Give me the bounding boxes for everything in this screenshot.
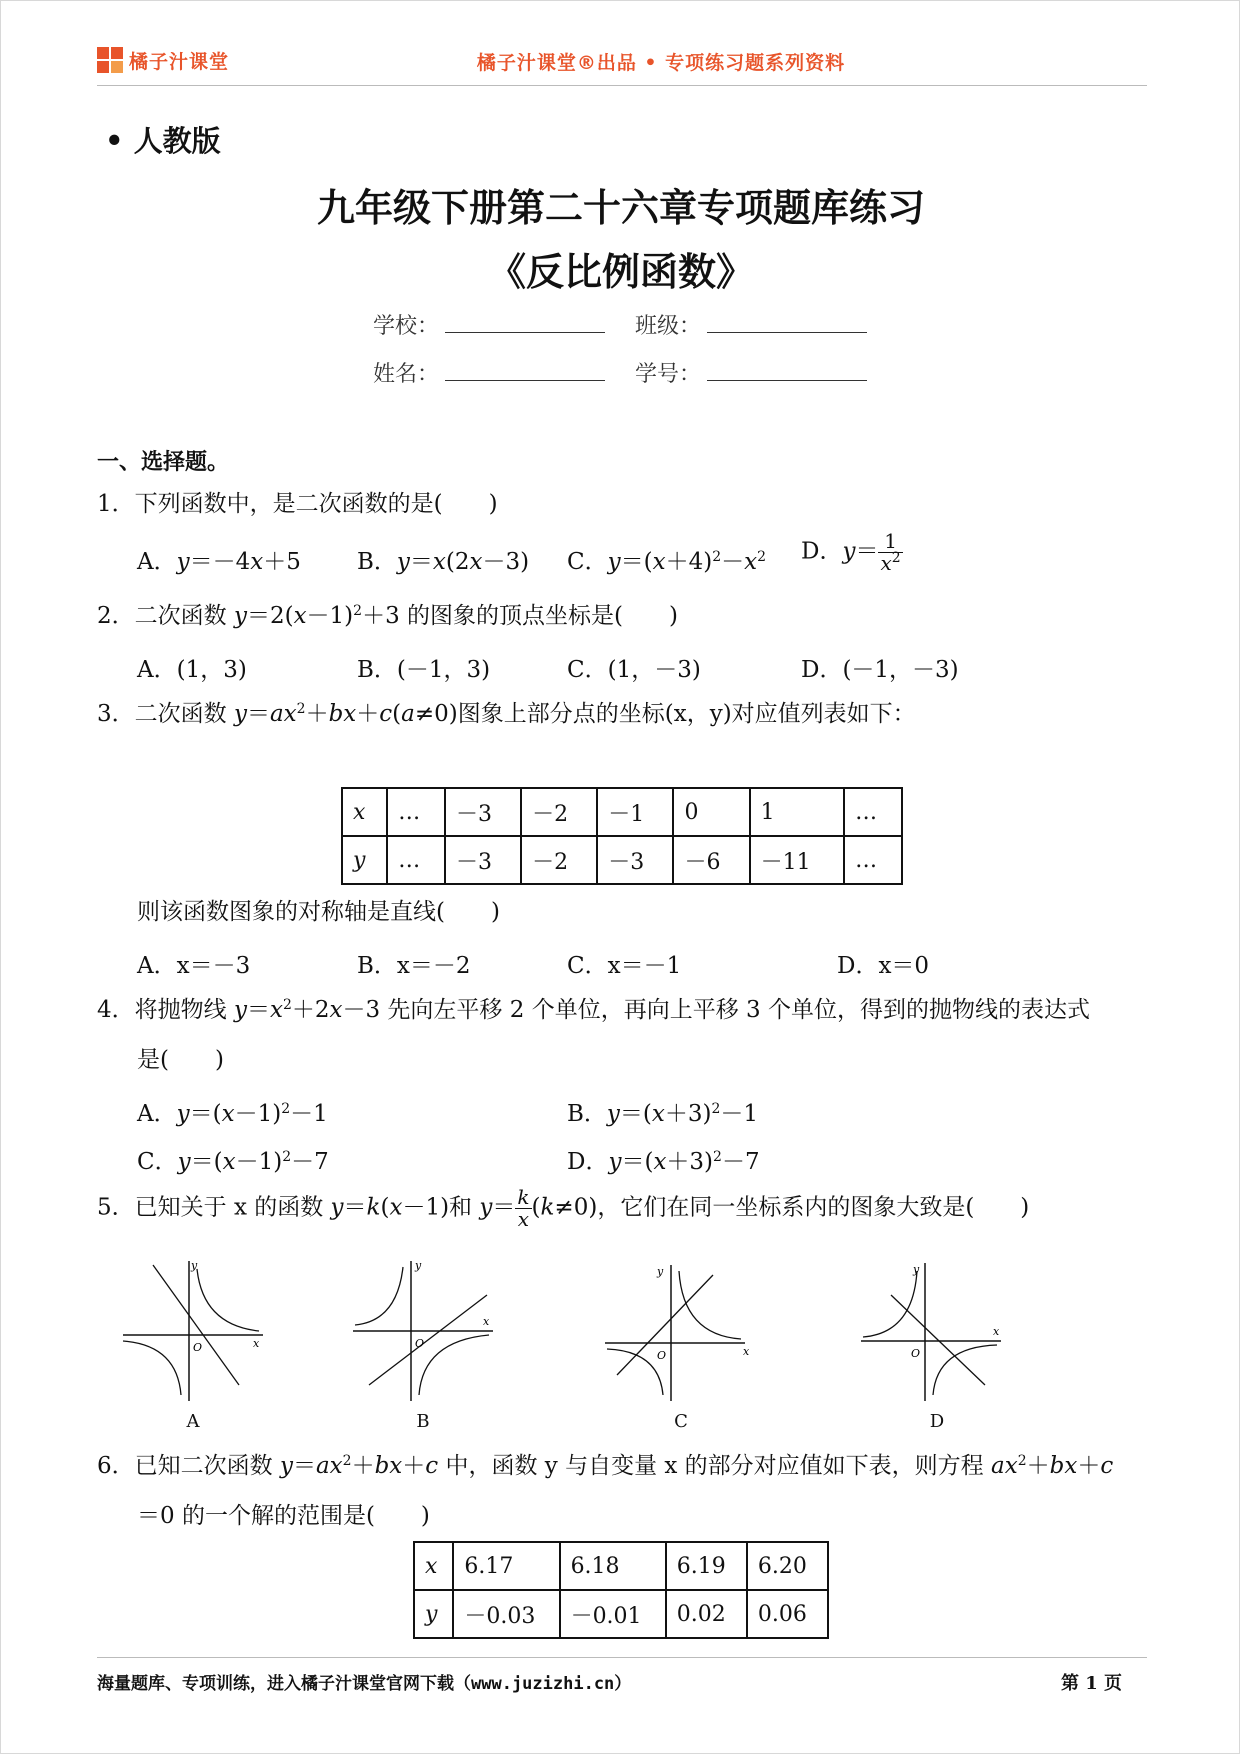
class-field xyxy=(635,309,867,340)
x-axis-label: x xyxy=(993,1325,1000,1338)
section-heading: 一、选择题。 xyxy=(97,450,230,475)
table-cell: x xyxy=(414,1542,453,1590)
q4-option-c: C．$y=(x-1)^2-7$ xyxy=(137,1149,329,1175)
q3-option-a: A．x＝－3 xyxy=(137,953,251,979)
table-cell: －2 xyxy=(521,788,597,836)
table-cell: －0.01 xyxy=(560,1590,666,1638)
origin-label: O xyxy=(193,1341,203,1354)
footer-divider xyxy=(97,1657,1147,1658)
q1-option-a: A．y＝－4x＋5 xyxy=(137,549,301,575)
table-cell: 6.19 xyxy=(666,1542,747,1590)
header-title: 橘子汁课堂®出品 • 专项练习题系列资料 xyxy=(476,52,846,74)
table-cell: －2 xyxy=(521,836,597,884)
table-cell: －11 xyxy=(750,836,845,884)
number-label: 学号： xyxy=(635,362,702,387)
table-cell: 0.06 xyxy=(747,1590,828,1638)
q5-graph-a xyxy=(119,1255,269,1405)
q4-stem: 4．将抛物线 $y=x^2+2x-3$ 先向左平移 2 个单位，再向上平移 3 个单位，得到的抛物线的表达式 xyxy=(97,997,1090,1023)
footer-note: 海量题库、专项训练，进入橘子汁课堂官网下载（www.juzizhi.cn） xyxy=(97,1674,632,1694)
table-row xyxy=(342,836,902,884)
y-axis-label: y xyxy=(191,1259,198,1272)
origin-label: O xyxy=(911,1347,921,1360)
q1-stem: 1．下列函数中，是二次函数的是( ) xyxy=(97,491,498,517)
line-graph xyxy=(369,1295,487,1385)
table-cell: 0.02 xyxy=(666,1590,747,1638)
class-blank[interactable] xyxy=(707,314,867,333)
page-number: 第 1 页 xyxy=(1061,1673,1123,1694)
school-label: 学校： xyxy=(373,314,440,339)
q3-stem: 3．二次函数 $y=ax^2+bx+c(a\ne 0)$图象上部分点的坐标(x，y)对应值列表如下： xyxy=(97,701,916,727)
q1-option-d: D．y＝ $\frac{1}{x^2}$ xyxy=(801,529,901,575)
hyperbola-branch xyxy=(197,1269,259,1331)
school-field xyxy=(373,309,605,340)
q3-follow: 则该函数图象的对称轴是直线( ) xyxy=(137,899,500,925)
table-cell: －6 xyxy=(673,836,749,884)
q2-option-d: D．(－1，－3) xyxy=(801,657,959,683)
y-axis-label: y xyxy=(415,1259,422,1272)
q5-label-c: C xyxy=(674,1411,688,1432)
table-cell: y xyxy=(342,836,387,884)
table-cell: … xyxy=(844,788,902,836)
number-field xyxy=(635,357,867,388)
name-field xyxy=(373,357,605,388)
school-blank[interactable] xyxy=(445,314,605,333)
origin-label: O xyxy=(657,1349,667,1362)
q3-table xyxy=(341,787,903,885)
q6-stem-line2: ＝0 的一个解的范围是( ) xyxy=(137,1503,430,1529)
table-cell: y xyxy=(414,1590,453,1638)
table-cell: … xyxy=(844,836,902,884)
table-cell: x xyxy=(342,788,387,836)
x-axis-label: x xyxy=(743,1345,750,1358)
x-axis-label: x xyxy=(253,1337,260,1350)
name-label: 姓名： xyxy=(373,362,440,387)
hyperbola-branch xyxy=(863,1271,917,1337)
q6-stem: 6．已知二次函数 $y=ax^2+bx+c$ 中，函数 y 与自变量 x 的部分对应值如下表，则方程 $ax^2+bx+c$ xyxy=(97,1453,1114,1479)
q4-option-b: B．$y=(x+3)^2-1$ xyxy=(567,1101,759,1127)
origin-label: O xyxy=(415,1337,425,1350)
class-label: 班级： xyxy=(635,314,702,339)
x-axis-label: x xyxy=(483,1315,490,1328)
q5-graph-c xyxy=(601,1255,751,1405)
q5-label-b: B xyxy=(416,1411,430,1432)
table-cell: －3 xyxy=(445,836,521,884)
q1-option-b: B．y＝x(2x－3) xyxy=(357,549,530,575)
hyperbola-branch xyxy=(419,1335,489,1395)
brand-name: 橘子汁课堂 xyxy=(129,51,230,73)
edition-label: • 人教版 xyxy=(105,124,221,158)
table-cell: 6.18 xyxy=(560,1542,666,1590)
hyperbola-branch xyxy=(123,1341,181,1395)
q5-graph-b xyxy=(349,1255,499,1405)
q2-stem: 2．二次函数 $y=2(x-1)^2+3$ 的图象的顶点坐标是( ) xyxy=(97,603,678,629)
line-graph xyxy=(153,1265,239,1385)
table-cell: 6.20 xyxy=(747,1542,828,1590)
y-axis-label: y xyxy=(913,1263,920,1276)
name-blank[interactable] xyxy=(445,362,605,381)
table-cell: … xyxy=(387,788,445,836)
q5-graph-d xyxy=(857,1255,1007,1405)
hyperbola-branch xyxy=(933,1345,997,1395)
table-cell: －3 xyxy=(445,788,521,836)
header-divider xyxy=(97,85,1147,86)
q3-option-d: D．x＝0 xyxy=(837,953,930,979)
table-cell: 0 xyxy=(673,788,749,836)
brand-logo-icon xyxy=(97,47,125,75)
hyperbola-branch xyxy=(679,1271,741,1339)
table-cell: －1 xyxy=(597,788,673,836)
table-cell: －3 xyxy=(597,836,673,884)
q1-option-c: C．$y=(x+4)^2-x^2$ xyxy=(567,549,767,575)
hyperbola-branch xyxy=(355,1267,403,1325)
q2-option-c: C．(1，－3) xyxy=(567,657,701,683)
q4-option-d: D．$y=(x+3)^2-7$ xyxy=(567,1149,760,1175)
q4-stem-line2: 是( ) xyxy=(137,1047,224,1073)
q2-option-a: A．(1，3) xyxy=(137,657,247,683)
table-cell: 1 xyxy=(750,788,845,836)
page-subtitle: 《反比例函数》 xyxy=(487,250,754,294)
q5-label-d: D xyxy=(929,1411,945,1432)
page-title: 九年级下册第二十六章专项题库练习 xyxy=(316,186,925,230)
q6-table xyxy=(413,1541,829,1639)
q2-option-b: B．(－1，3) xyxy=(357,657,491,683)
y-axis-label: y xyxy=(657,1265,664,1278)
table-cell: … xyxy=(387,836,445,884)
q4-option-a: A．$y=(x-1)^2-1$ xyxy=(137,1101,328,1127)
q3-option-b: B．x＝－2 xyxy=(357,953,471,979)
table-row xyxy=(342,788,902,836)
table-row xyxy=(414,1590,828,1638)
table-cell: 6.17 xyxy=(453,1542,559,1590)
q5-label-a: A xyxy=(186,1411,200,1432)
table-cell: －0.03 xyxy=(453,1590,559,1638)
line-graph xyxy=(891,1295,985,1385)
table-row xyxy=(414,1542,828,1590)
q5-stem: 5．已知关于 x 的函数 y＝k(x－1)和 y＝ $\frac{k}{x}$ (k≠0)，它们在同一坐标系内的图象大致是( ) xyxy=(97,1185,1030,1231)
number-blank[interactable] xyxy=(707,362,867,381)
q3-option-c: C．x＝－1 xyxy=(567,953,682,979)
